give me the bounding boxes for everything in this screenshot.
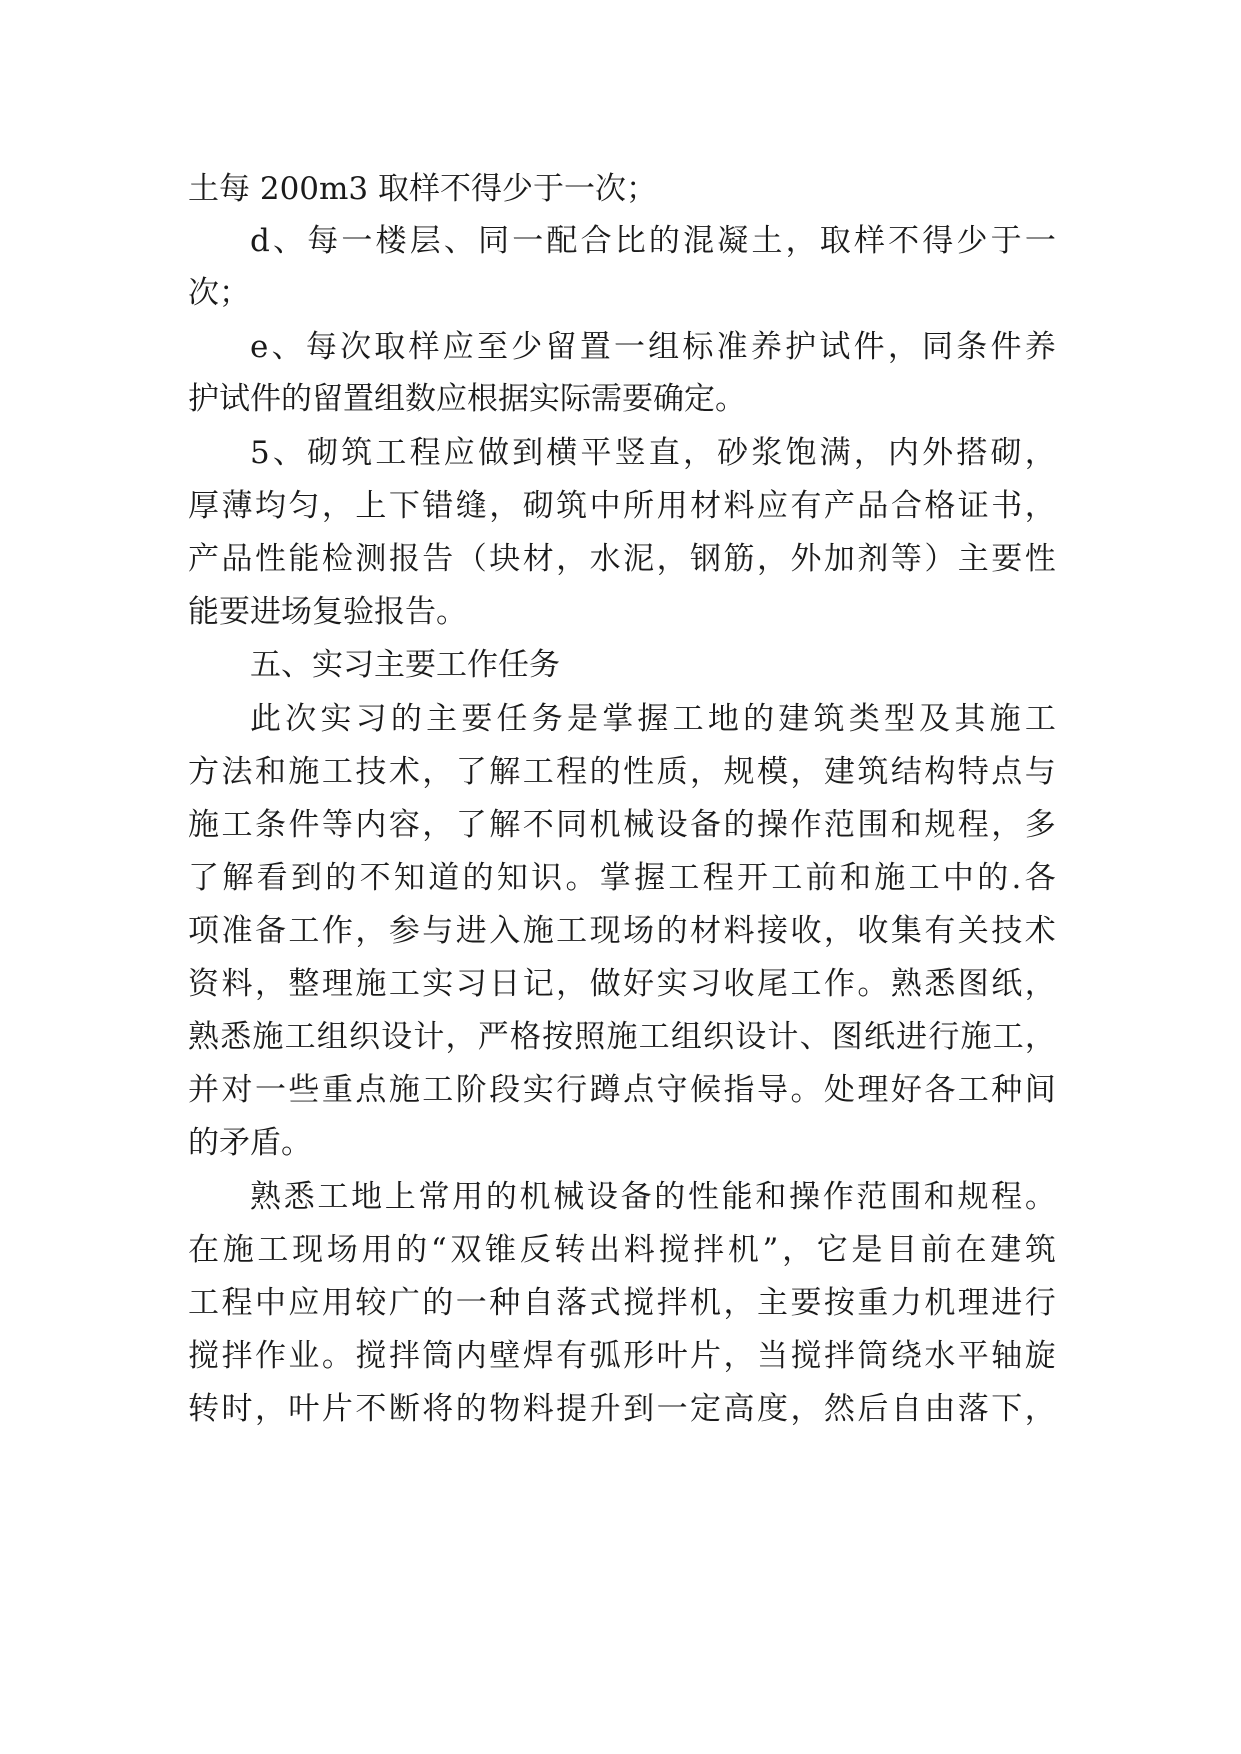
text-line-17: 熟 悉 施 工 组 织 设 计 ， 严 格 按 照 施 工 组 织 设 计 、 图 纸 进 行 施 工 ， <box>188 1019 1056 1055</box>
text-line-13: 施 工 条 件 等 内 容 ， 了 解 不 同 机 械 设 备 的 操 作 范 围 和 规 程 ， 多 <box>188 807 1056 843</box>
text-line-3: 次； <box>188 275 250 311</box>
text-line-12: 方 法 和 施 工 技 术 ， 了 解 工 程 的 性 质 ， 规 模 ， 建 筑 结 构 特 点 与 <box>188 754 1056 790</box>
text-line-15: 项 准 备 工 作 ， 参 与 进 入 施 工 现 场 的 材 料 接 收 ， 收 集 有 关 技 术 <box>188 913 1056 949</box>
text-line-2: d 、 每 一 楼 层 、 同 一 配 合 比 的 混 凝 土 ， 取 样 不 得 少 于 一 <box>250 223 1056 259</box>
text-line-21: 在 施 工 现 场 用 的 “ 双 锥 反 转 出 料 搅 拌 机 ” ， 它 是 目 前 在 建 筑 <box>188 1232 1056 1268</box>
text-line-19: 的矛盾。 <box>188 1125 312 1161</box>
section-heading: 五、实习主要工作任务 <box>250 647 560 683</box>
text-line-4: e 、 每 次 取 样 应 至 少 留 置 一 组 标 准 养 护 试 件 ， 同 条 件 养 <box>250 329 1056 365</box>
text-line-11: 此 次 实 习 的 主 要 任 务 是 掌 握 工 地 的 建 筑 类 型 及 其 施 工 <box>250 701 1056 737</box>
text-line-22: 工 程 中 应 用 较 广 的 一 种 自 落 式 搅 拌 机 ， 主 要 按 重 力 机 理 进 行 <box>188 1285 1056 1321</box>
text-line-1: 土每 200m3 取样不得少于一次； <box>188 171 657 207</box>
text-line-18: 并 对 一 些 重 点 施 工 阶 段 实 行 蹲 点 守 候 指 导 。 处 理 好 各 工 种 间 <box>188 1072 1056 1108</box>
text-line-9: 能要进场复验报告。 <box>188 594 467 630</box>
text-line-8: 产 品 性 能 检 测 报 告 （ 块 材 ， 水 泥 ， 钢 筋 ， 外 加 剂 等 ） 主 要 性 <box>188 541 1056 577</box>
text-line-16: 资 料 ， 整 理 施 工 实 习 日 记 ， 做 好 实 习 收 尾 工 作 。 熟 悉 图 纸 ， <box>188 966 1056 1002</box>
text-line-24: 转 时 ， 叶 片 不 断 将 的 物 料 提 升 到 一 定 高 度 ， 然 后 自 由 落 下 ， <box>188 1391 1056 1427</box>
text-line-20: 熟 悉 工 地 上 常 用 的 机 械 设 备 的 性 能 和 操 作 范 围 和 规 程 。 <box>250 1179 1056 1215</box>
text-line-6: 5 、 砌 筑 工 程 应 做 到 横 平 竖 直 ， 砂 浆 饱 满 ， 内 外 搭 砌 ， <box>250 435 1056 471</box>
text-line-23: 搅 拌 作 业 。 搅 拌 筒 内 壁 焊 有 弧 形 叶 片 ， 当 搅 拌 筒 绕 水 平 轴 旋 <box>188 1338 1056 1374</box>
text-line-5: 护试件的留置组数应根据实际需要确定。 <box>188 381 746 417</box>
text-line-7: 厚 薄 均 匀 ， 上 下 错 缝 ， 砌 筑 中 所 用 材 料 应 有 产 品 合 格 证 书 ， <box>188 488 1056 524</box>
text-line-14: 了 解 看 到 的 不 知 道 的 知 识 。 掌 握 工 程 开 工 前 和 施 工 中 的 . 各 <box>188 860 1056 896</box>
